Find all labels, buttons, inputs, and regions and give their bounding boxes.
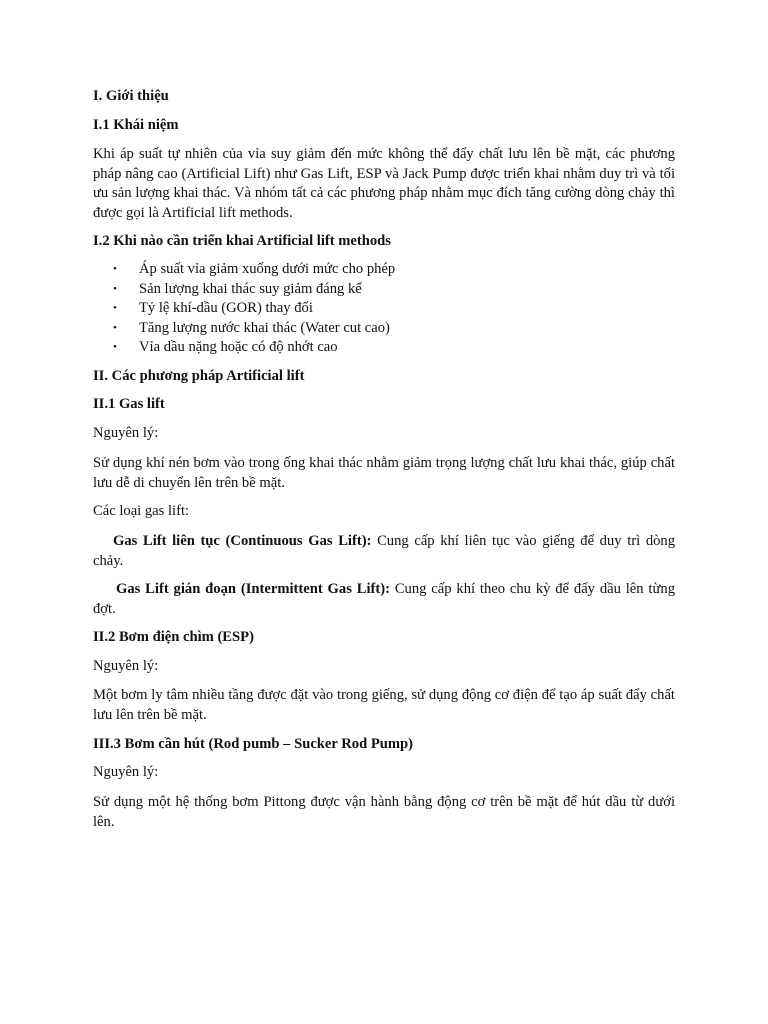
list-item (93, 338, 395, 358)
principle-label-esp: Nguyên lý: (93, 658, 159, 674)
principle-label-gas-lift: Nguyên lý: (93, 425, 159, 441)
list-item (93, 280, 395, 300)
list-item (93, 299, 395, 319)
heading-concept: I.1 Khái niệm (93, 117, 179, 133)
bullet-icon: • (113, 321, 117, 334)
heading-esp: II.2 Bơm điện chìm (ESP) (93, 629, 254, 645)
paragraph-continuous-gas-lift (93, 532, 675, 571)
paragraph-concept: Khi áp suất tự nhiên của vỉa suy giảm đến mức không thể đẩy chất lưu lên bề mặt, các phương pháp nâng cao (Artificial Lift) như Gas Lift, ESP và Jack Pump được triển khai nhằm duy trì và tối ưu sản lượng khai thác. Và nhóm tất cả các phương pháp nhằm mục đích tăng cường dòng chảy thì được gọi là Artificial lift methods. (93, 146, 675, 221)
intermittent-gas-lift-term: Gas Lift gián đoạn (Intermittent Gas Lift): (116, 581, 390, 597)
paragraph-gas-lift: Sử dụng khí nén bơm vào trong ống khai thác nhằm giảm trọng lượng chất lưu khai thác, giúp chất lưu dễ di chuyển lên trên bề mặt. (93, 455, 675, 491)
continuous-gas-lift-term: Gas Lift liên tục (Continuous Gas Lift): (113, 533, 372, 549)
bullet-icon: • (113, 263, 117, 275)
bullet-icon: • (113, 341, 117, 353)
heading-methods: II. Các phương pháp Artificial lift (93, 368, 305, 384)
list-item-text: Tăng lượng nước khai thác (Water cut cao) (139, 319, 390, 336)
paragraph-rod-pump: Sử dụng một hệ thống bơm Pittong được vận hành bằng động cơ trên bề mặt để hút dầu từ dưới lên. (93, 794, 675, 830)
list-item-text: Áp suất vỉa giảm xuống dưới mức cho phép (139, 261, 396, 277)
intermittent-gas-lift-text: Cung cấp khí theo chu kỳ để đẩy dầu lên từng đợt. (93, 581, 675, 617)
heading-when-to-deploy: I.2 Khi nào cần triển khai Artificial lift methods (93, 233, 391, 249)
list-item-text: Vỉa dầu nặng hoặc có độ nhớt cao (139, 339, 338, 355)
continuous-gas-lift-text: Cung cấp khí liên tục vào giếng để duy trì dòng chảy. (93, 533, 676, 569)
list-item (93, 319, 395, 339)
heading-gas-lift: II.1 Gas lift (93, 396, 165, 412)
heading-rod-pump: III.3 Bơm cần hút (Rod pumb – Sucker Rod Pump) (93, 736, 414, 752)
heading-introduction: I. Giới thiệu (93, 88, 169, 104)
principle-label-rod-pump: Nguyên lý: (93, 764, 159, 780)
paragraph-intermittent-gas-lift (93, 580, 675, 619)
paragraph-esp: Một bơm ly tâm nhiều tầng được đặt vào trong giếng, sử dụng động cơ điện để tạo áp suất đẩy chất lưu lên trên bề mặt. (93, 687, 675, 723)
bullet-list-conditions (93, 260, 395, 358)
bullet-icon: • (113, 302, 117, 314)
list-item (93, 260, 395, 280)
list-item-text: Sản lượng khai thác suy giảm đáng kể (139, 280, 362, 297)
gas-lift-types-label: Các loại gas lift: (93, 503, 190, 519)
list-item-text: Tỷ lệ khí-dầu (GOR) thay đổi (139, 300, 313, 316)
bullet-icon: • (113, 282, 117, 295)
